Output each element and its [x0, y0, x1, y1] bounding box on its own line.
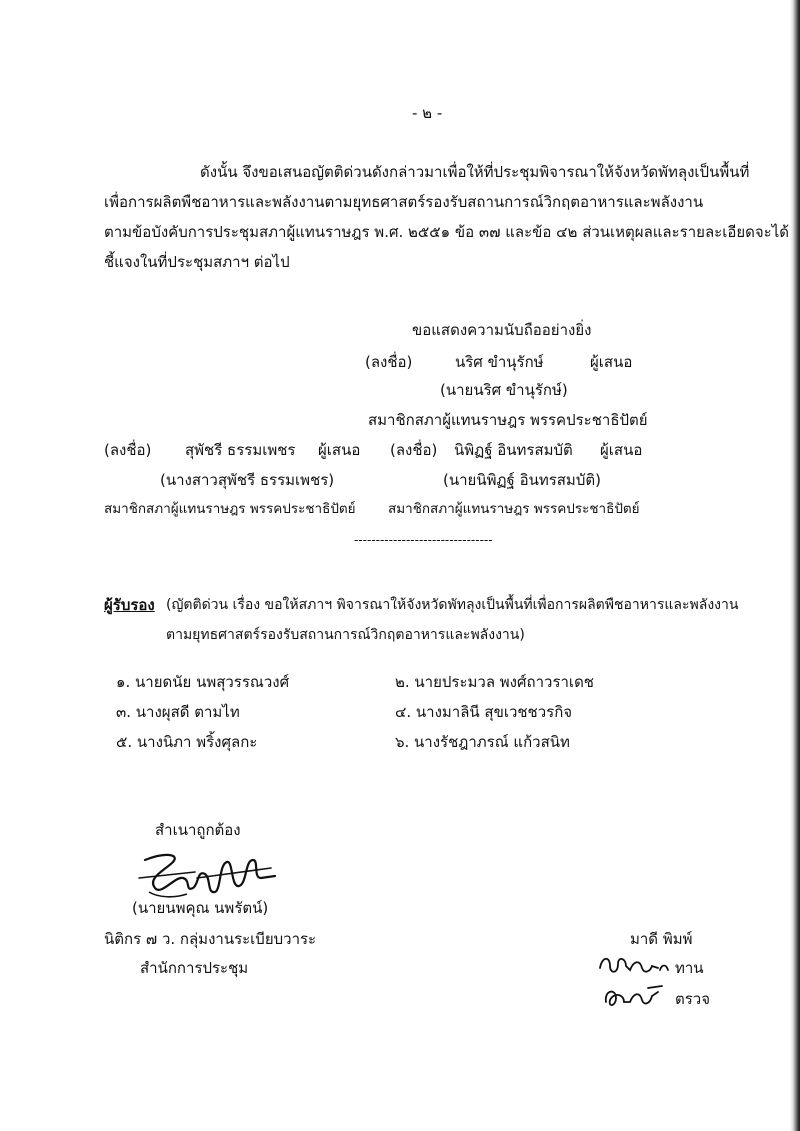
page-number: - ๒ -: [412, 104, 443, 122]
scan-edge-shadow: [790, 0, 800, 1131]
body-line-2: เพื่อการผลิตพืชอาหารและพลังงานตามยุทธศาสตร์รองรับสถานการณ์วิกฤตอาหารและพลังงาน: [104, 193, 704, 211]
motion-line-2: ตามยุทธศาสตร์รองรับสถานการณ์วิกฤตอาหารและพลังงาน): [166, 627, 525, 643]
endorser-4: ๔. นางมาลินี สุขเวชชวรกิจ: [395, 703, 573, 721]
certifier-name: (นายนพคุณ นพรัตน์): [132, 899, 269, 917]
endorser-3: ๓. นางผุสดี ตามไท: [116, 703, 240, 721]
co-signer-1-signature: สุพัชรี ธรรมเพชร: [185, 441, 296, 459]
co-signer-1-role: ผู้เสนอ: [318, 441, 361, 459]
certified-label: สำเนาถูกต้อง: [155, 821, 241, 839]
typist-note: มาดี พิมพ์: [630, 930, 693, 948]
main-signature: นริศ ขำนุรักษ์: [455, 353, 544, 371]
motion-line-1: (ญัตติด่วน เรื่อง ขอให้สภาฯ พิจารณาให้จังหวัดพัทลุงเป็นพื้นที่เพื่อการผลิตพืชอาหารและพลังงาน: [166, 597, 739, 613]
transcriber-label: ทาน: [675, 959, 704, 977]
transcriber-initials: [596, 950, 672, 980]
co-signer-2-signature: นิพิฏฐ์ อินทรสมบัติ: [454, 441, 573, 459]
co-signer-2-role: ผู้เสนอ: [600, 441, 643, 459]
separator-line: --------------------------------: [354, 533, 493, 547]
endorser-1: ๑. นายดนัย นพสุวรรณวงศ์: [116, 673, 290, 691]
co-signer-2-full-name: (นายนิพิฏฐ์ อินทรสมบัติ): [443, 471, 601, 489]
co-signer-2-position: สมาชิกสภาผู้แทนราษฎร พรรคประชาธิปัตย์: [388, 501, 640, 517]
endorser-6: ๖. นางรัชฎาภรณ์ แก้วสนิท: [395, 733, 570, 751]
co-signer-1-full-name: (นางสาวสุพัชรี ธรรมเพชร): [160, 471, 335, 489]
body-line-1: ดังนั้น จึงขอเสนอญัตติด่วนดังกล่าวมาเพื่อให้ที่ประชุมพิจารณาให้จังหวัดพัทลุงเป็นพื้นที่: [200, 163, 750, 181]
endorser-2: ๒. นายประมวล พงศ์ถาวราเดช: [395, 673, 594, 691]
certifier-office-line-1: นิติกร ๗ ว. กลุ่มงานระเบียบวาระ: [104, 930, 317, 948]
main-position: สมาชิกสภาผู้แทนราษฎร พรรคประชาธิปัตย์: [368, 411, 648, 429]
main-role: ผู้เสนอ: [590, 353, 633, 371]
checker-initials: [600, 982, 670, 1012]
co-signer-2-sign-label: (ลงชื่อ): [390, 441, 438, 459]
endorser-5: ๕. นางนิภา พริ้งศุลกะ: [116, 733, 258, 751]
certifier-office-line-2: สำนักการประชุม: [140, 959, 249, 977]
checker-label: ตรวจ: [675, 990, 711, 1008]
co-signer-1-position: สมาชิกสภาผู้แทนราษฎร พรรคประชาธิปัตย์: [104, 501, 356, 517]
main-sign-label: (ลงชื่อ): [365, 353, 413, 371]
main-full-name: (นายนริศ ขำนุรักษ์): [440, 381, 568, 399]
endorsers-heading: ผู้รับรอง: [104, 596, 155, 614]
closing-phrase: ขอแสดงความนับถืออย่างยิ่ง: [412, 321, 592, 339]
co-signer-1-sign-label: (ลงชื่อ): [104, 441, 152, 459]
body-line-3: ตามข้อบังคับการประชุมสภาผู้แทนราษฎร พ.ศ. ๒๕๕๑ ข้อ ๓๗ และข้อ ๔๒ ส่วนเหตุผลและรายละเอียดจะได้: [104, 223, 789, 241]
certifier-signature: [135, 848, 280, 903]
body-line-4: ชี้แจงในที่ประชุมสภาฯ ต่อไป: [104, 253, 290, 271]
